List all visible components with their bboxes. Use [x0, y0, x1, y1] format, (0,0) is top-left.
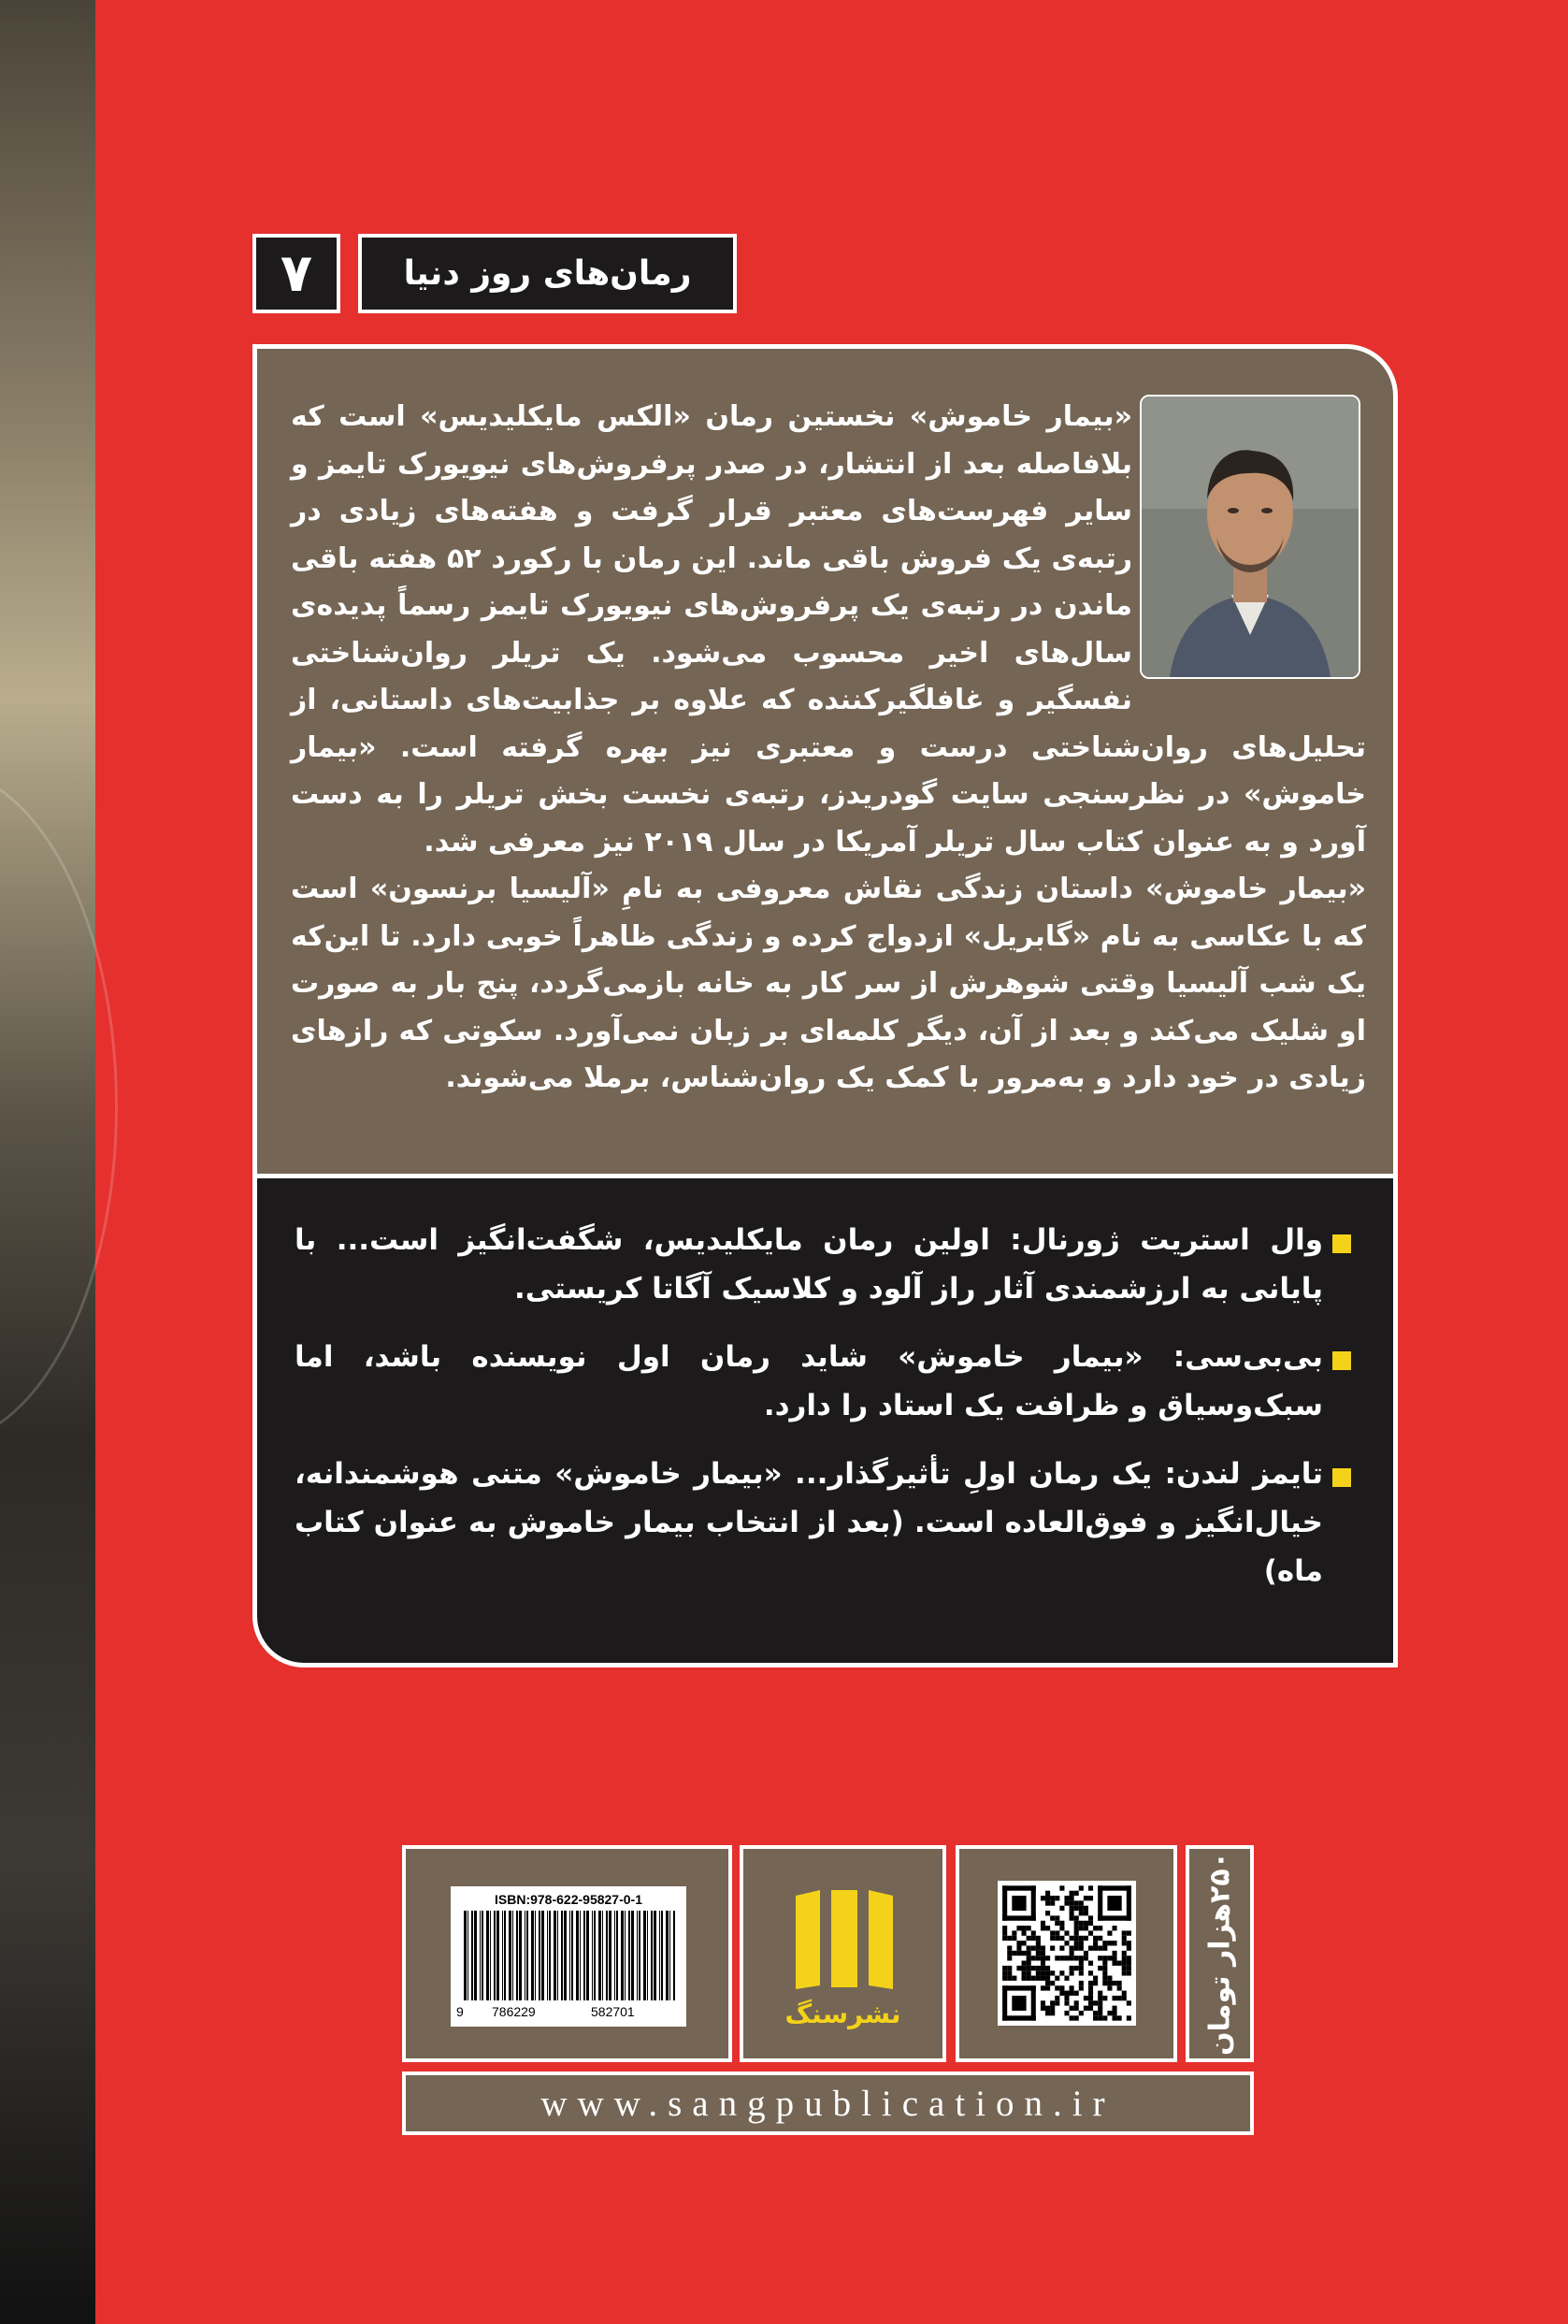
- qr-code-icon: [998, 1881, 1136, 2026]
- publisher-name: نشرسنگ: [784, 1999, 901, 2029]
- price-box: [1186, 1845, 1254, 2062]
- price-label: ۲۵۰هزار تومان: [1203, 1852, 1236, 2056]
- publisher-logo-icon: [786, 1888, 902, 1991]
- barcode-digits-right: 582701: [591, 2004, 635, 2019]
- qr-code[interactable]: [998, 1881, 1136, 2026]
- series-number: ۷: [252, 234, 340, 313]
- book-description: [291, 394, 1366, 1103]
- isbn-label: ISBN:978-622-95827-0-1: [495, 1892, 642, 1907]
- barcode-digit: 9: [456, 2004, 464, 2019]
- description-paragraph: «بیمار خاموش» نخستین رمان «الکس مایکلیدیس» است که بلافاصله بعد از انتشار، در صدر پرفروش‌های نیویورک تایمز و سایر فهرست‌های معتبر قرار گرفت و هفته‌های زیادی در رتبه‌ی یک فروش باقی ماند. این رمان با رکورد ۵۲ هفته باقی ماندن در رتبه‌ی یک پرفروش‌های نیویورک تایمز رسماً پدیده‌ی سال‌های اخیر محسوب می‌شود. یک تریلر روان‌شناختی نفسگیر و غافلگیرکننده که علاوه بر جذابیت‌های داستانی، از تحلیل‌های روان‌شناختی درست و معتبری نیز بهره گرفته است. «بیمار خاموش» در نظرسنجی سایت گودریدز، رتبه‌ی نخست بخش تریلر را به دست آورد و به عنوان کتاب سال تریلر آمریکا در سال ۲۰۱۹ نیز معرفی شد.: [291, 400, 1366, 859]
- book-spine: [0, 0, 95, 2324]
- barcode-icon: [451, 1886, 686, 2027]
- bullet-icon: [1332, 1351, 1351, 1370]
- review-item: تایمز لندن: یک رمان اولِ تأثیرگذار... «بیمار خاموش» متنی هوشمندانه، خیال‌انگیز و فوق‌العاده است. (بعد از انتخاب بیمار خاموش به عنوان کتاب ماه): [295, 1457, 1323, 1588]
- isbn-box: [402, 1845, 732, 2062]
- series-title: رمان‌های روز دنیا: [358, 234, 737, 313]
- bullet-icon: [1332, 1234, 1351, 1253]
- description-paragraph: «بیمار خاموش» داستان زندگی نقاش معروفی به نامِ «آلیسیا برنسون» است که با عکاسی به نام «گابریل» ازدواج کرده و زندگی ظاهراً خوبی دارد. تا این‌که یک شب آلیسیا وقتی شوهرش از سر کار به خانه بازمی‌گردد، پنج بار به صورت او شلیک می‌کند و بعد از آن، دیگر کلمه‌ای بر زبان نمی‌آورد. سکوتی که رازهای زیادی در خود دارد و به‌مرور با کمک یک روان‌شناس، برملا می‌شوند.: [291, 873, 1366, 1094]
- bullet-icon: [1332, 1468, 1351, 1487]
- reviews-panel: [252, 1174, 1398, 1667]
- qr-box: [956, 1845, 1177, 2062]
- spine-decoration: [0, 767, 118, 1446]
- publisher-box: [740, 1845, 946, 2062]
- website-url[interactable]: www.sangpublication.ir: [402, 2071, 1254, 2135]
- barcode: [451, 1886, 686, 2027]
- description-panel: [252, 344, 1398, 1178]
- review-item: وال استریت ژورنال: اولین رمان مایکلیدیس، شگفت‌انگیز است... با پایانی به ارزشمندی آثار راز آلود و کلاسیک آگاتا کریستی.: [295, 1223, 1323, 1306]
- barcode-digits-left: 786229: [492, 2004, 536, 2019]
- review-item: بی‌بی‌سی: «بیمار خاموش» شاید رمان اول نویسنده باشد، اما سبک‌وسیاق و ظرافت یک استاد را دارد.: [295, 1340, 1323, 1422]
